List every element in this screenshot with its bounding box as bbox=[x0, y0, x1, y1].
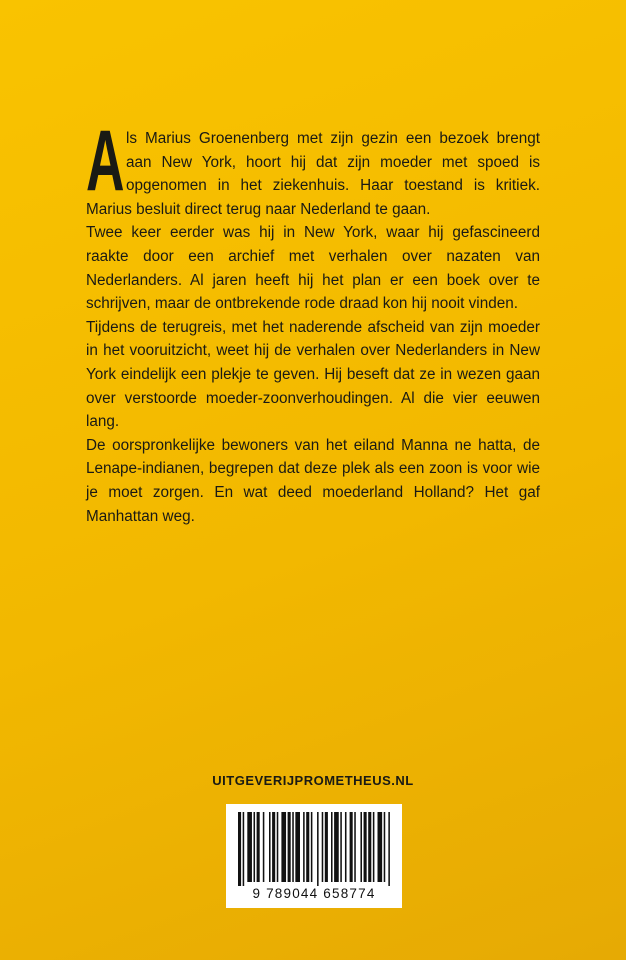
barcode-bar bbox=[317, 812, 319, 886]
barcode-bar bbox=[303, 812, 305, 882]
barcode-bar bbox=[364, 812, 367, 882]
barcode-bar bbox=[368, 812, 371, 882]
barcode-bar bbox=[373, 812, 375, 882]
barcode-bar bbox=[340, 812, 342, 882]
barcode-bar bbox=[277, 812, 279, 882]
barcode-bar bbox=[257, 812, 260, 882]
barcode-bar bbox=[263, 812, 265, 882]
barcode-bar bbox=[272, 812, 275, 882]
barcode-bar bbox=[345, 812, 347, 882]
back-cover-blurb bbox=[86, 113, 540, 528]
barcode-bar bbox=[384, 812, 386, 882]
barcode-bar bbox=[281, 812, 286, 882]
barcode-bar bbox=[325, 812, 328, 882]
barcode-bar bbox=[311, 812, 313, 882]
barcode bbox=[226, 804, 402, 908]
barcode-bar bbox=[360, 812, 362, 882]
barcode-bar bbox=[331, 812, 333, 882]
barcode-bar bbox=[238, 812, 241, 886]
barcode-bar bbox=[295, 812, 300, 882]
barcode-bar bbox=[269, 812, 271, 882]
barcode-bar bbox=[288, 812, 291, 882]
barcode-bar bbox=[247, 812, 252, 882]
barcode-bar bbox=[254, 812, 256, 882]
isbn-number: 9 789044 658774 bbox=[252, 886, 376, 901]
barcode-bar bbox=[378, 812, 383, 882]
blurb-paragraph-3: Tijdens de terugreis, met het naderende afscheid van zijn moeder in het vooruitzicht, weet hij de verhalen over Nederlanders in New York eindelijk een plekje te geven. Hij beseft dat ze in wezen gaan over verstoorde moeder-zoonverhoudingen. Al die vier eeuwen lang. bbox=[86, 318, 540, 431]
barcode-bar bbox=[322, 812, 324, 882]
barcode-bar bbox=[292, 812, 294, 882]
blurb-paragraph-2: Twee keer eerder was hij in New York, waar hij gefascineerd raakte door een archief met verhalen over nazaten van Nederlanders. Al jaren heeft hij het plan er een boek over te schrijven, maar de ontbrekende rode draad kon hij nooit vinden. bbox=[86, 224, 540, 313]
blurb-paragraph-4: De oorspronkelijke bewoners van het eiland Manna ne hatta, de Lenape-indianen, begrepen dat deze plek als een zoon is voor wie je moet zorgen. En wat deed moederland Holland? Het gaf Manhattan weg. bbox=[86, 436, 540, 525]
barcode-bars bbox=[234, 812, 394, 886]
drop-cap: A bbox=[86, 113, 124, 209]
blurb-paragraph-1 bbox=[86, 113, 540, 221]
barcode-bar bbox=[306, 812, 309, 882]
barcode-bar bbox=[388, 812, 390, 886]
barcode-bar bbox=[334, 812, 339, 882]
barcode-bar bbox=[243, 812, 245, 886]
barcode-bar bbox=[350, 812, 353, 882]
barcode-bar bbox=[354, 812, 356, 882]
publisher-website: UITGEVERIJPROMETHEUS.NL bbox=[212, 773, 414, 788]
blurb-paragraph-1-text: ls Marius Groenenberg met zijn gezin een bezoek brengt aan New York, hoort hij dat zijn moeder met spoed is opgenomen in het ziekenhuis. Haar toestand is kritiek. Marius besluit direct terug naar Nederland te gaan. bbox=[86, 130, 540, 218]
